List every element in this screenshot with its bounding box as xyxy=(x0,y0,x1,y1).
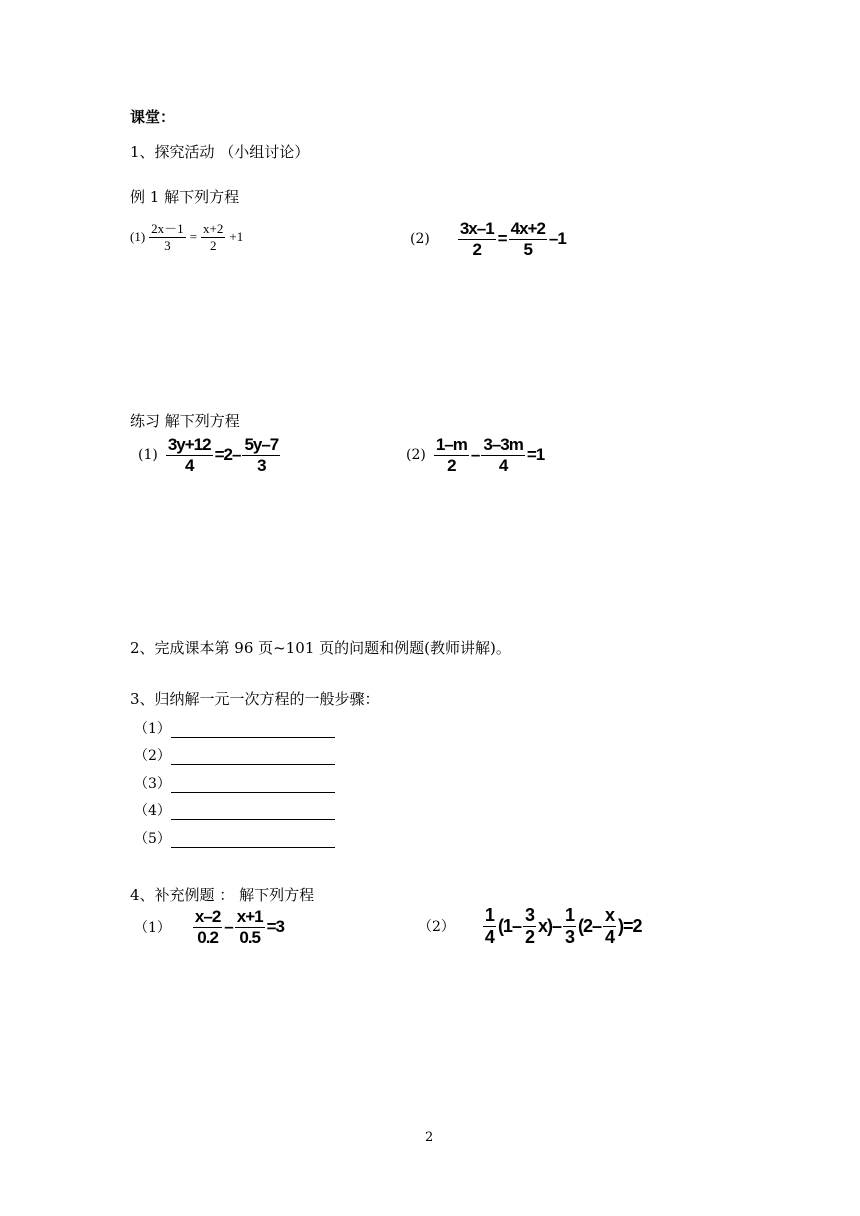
numerator: 1 xyxy=(484,905,494,925)
denominator: 0.5 xyxy=(239,927,260,947)
operator: = xyxy=(189,229,198,245)
step-line-2 xyxy=(134,745,335,765)
numerator: 3 xyxy=(524,905,534,925)
denominator: 3 xyxy=(564,926,574,947)
equation-label: (2) xyxy=(406,447,426,464)
numerator: 3x–1 xyxy=(459,219,494,238)
fraction xyxy=(201,222,225,252)
fraction xyxy=(563,906,576,947)
denominator: 4 xyxy=(605,926,615,947)
numerator: 1–m xyxy=(435,435,467,454)
example-equation-1 xyxy=(130,222,243,252)
example-equation-2 xyxy=(410,220,566,259)
numerator: 3–3m xyxy=(483,435,523,454)
section-4-title: 4、补充例题 ： 解下列方程 xyxy=(130,886,315,904)
fraction xyxy=(149,222,186,252)
operator: =2– xyxy=(214,445,241,465)
numerator: x+2 xyxy=(203,221,224,236)
equation-tail: +1 xyxy=(229,229,244,245)
numerator: 5y–7 xyxy=(244,435,279,454)
answer-blank[interactable] xyxy=(171,723,335,738)
equation-label: （2） xyxy=(418,919,455,936)
denominator: 5 xyxy=(523,239,532,259)
practice-title: 练习 解下列方程 xyxy=(130,412,240,430)
operator: – xyxy=(470,445,480,465)
numerator: x xyxy=(605,905,615,925)
numerator: 2x－1 xyxy=(151,221,184,236)
answer-blank[interactable] xyxy=(171,778,335,793)
equation-tail: –1 xyxy=(548,229,566,249)
supplementary-equation-1 xyxy=(134,908,284,947)
expression-part: (1– xyxy=(497,915,521,936)
denominator: 2 xyxy=(209,237,217,253)
numerator: x–2 xyxy=(194,907,221,926)
answer-blank[interactable] xyxy=(171,833,335,848)
fraction xyxy=(509,220,547,259)
fraction xyxy=(481,436,524,475)
step-label: （1） xyxy=(134,721,171,737)
fraction xyxy=(458,220,496,259)
fraction xyxy=(193,908,222,947)
practice-equation-2 xyxy=(406,436,544,475)
expression-part: x)– xyxy=(537,915,561,936)
supplementary-equation-2 xyxy=(418,906,642,947)
denominator: 3 xyxy=(257,455,266,475)
denominator: 2 xyxy=(472,239,481,259)
denominator: 2 xyxy=(524,926,534,947)
denominator: 3 xyxy=(164,237,171,253)
example-1-title: 例 1 解下列方程 xyxy=(130,188,240,206)
fraction xyxy=(166,436,213,475)
answer-blank[interactable] xyxy=(171,805,335,820)
denominator: 4 xyxy=(498,455,508,475)
step-line-1 xyxy=(134,718,335,738)
section-1-title: 1、探究活动 （小组讨论） xyxy=(130,143,310,161)
step-label: （5） xyxy=(134,831,171,847)
section-2-text: 2、完成课本第 96 页~101 页的问题和例题(教师讲解)。 xyxy=(130,639,511,657)
denominator: 2 xyxy=(447,455,456,475)
expression-part: (2– xyxy=(578,915,602,936)
denominator: 4 xyxy=(484,926,494,947)
numerator: 4x+2 xyxy=(510,219,545,238)
equation-label: （1） xyxy=(134,920,171,937)
fraction xyxy=(242,436,280,475)
fraction xyxy=(523,906,536,947)
denominator: 4 xyxy=(184,455,194,475)
fraction xyxy=(434,436,469,475)
equation-label: (1) xyxy=(130,229,146,245)
step-label: （3） xyxy=(134,776,171,792)
equation-tail: =1 xyxy=(526,445,545,465)
page-heading: 课堂： xyxy=(130,108,176,126)
practice-equation-1 xyxy=(138,436,280,475)
numerator: 3y+12 xyxy=(167,435,211,454)
section-3-title: 3、归纳解一元一次方程的一般步骤： xyxy=(130,690,380,708)
numerator: 1 xyxy=(564,905,574,925)
page-number: 2 xyxy=(425,1130,434,1145)
step-line-4 xyxy=(134,800,335,820)
numerator: x+1 xyxy=(236,907,263,926)
equation-label: (1) xyxy=(138,447,158,464)
operator: – xyxy=(224,917,233,937)
denominator: 0.2 xyxy=(197,927,218,947)
step-line-5 xyxy=(134,828,335,848)
answer-blank[interactable] xyxy=(171,750,335,765)
step-line-3 xyxy=(134,773,335,793)
step-label: （4） xyxy=(134,803,171,819)
expression-part: )=2 xyxy=(618,915,642,936)
fraction xyxy=(603,906,616,947)
fraction xyxy=(235,908,265,947)
step-label: （2） xyxy=(134,748,171,764)
fraction xyxy=(483,906,496,947)
operator: = xyxy=(497,229,507,249)
equation-label: (2) xyxy=(410,231,430,248)
equation-tail: =3 xyxy=(266,917,284,937)
